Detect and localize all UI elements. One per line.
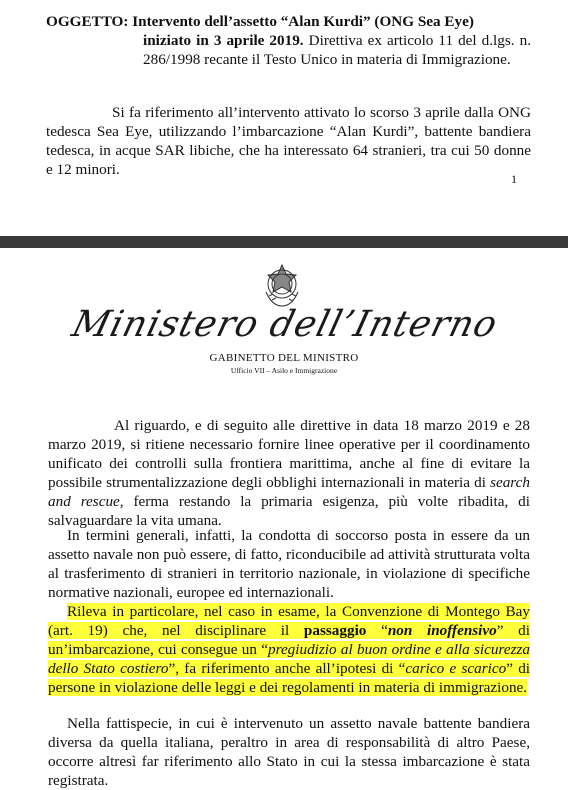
- intro-paragraph: Si fa riferimento all’intervento attivato lo scorso 3 aprile dalla ONG tedesca Sea Eye, utilizzando l’imbarcazione “Alan Kurdi”, battente bandiera tedesca, in acque SAR libiche, che ha interessato 64 stranieri, tra cui 50 donne e 12 minori.: [46, 104, 531, 178]
- paragraph-3-bold-italic: non inoffensivo: [387, 622, 497, 639]
- paragraph-3-end: ” di persone in violazione delle leggi e dei regolamenti in materia di immigrazione.: [48, 660, 531, 696]
- page-number: 1: [511, 172, 517, 186]
- paragraph-3-text-2: ” di un’imbarcazione, cui consegue un “: [48, 622, 530, 658]
- document-page-1: [0, 0, 568, 236]
- subject-directive: Direttiva ex articolo 11 del d.lgs. n. 286/1998 recante il Testo Unico in materia di Immigrazione.: [143, 32, 531, 68]
- paragraph-3-text-3: ”, fa riferimento anche all’ipotesi di “: [168, 660, 406, 677]
- paragraph-3-italic-1: pregiudizio al buon ordine e alla sicurezza dello Stato costiero: [48, 641, 530, 677]
- office-label: Ufficio VII – Asilo e Immigrazione: [230, 366, 338, 375]
- paragraph-3-bold: passaggio: [303, 622, 367, 639]
- paragraph-2: In termini generali, infatti, la condotta di soccorso posta in essere da un assetto navale non può essere, di fatto, riconducibile ad attività strutturata volta al trasferimento di stranieri in territorio nazionale, in violazione di specifiche normative nazionali, europee ed internazionali.: [48, 527, 530, 601]
- paragraph-3-text: Rileva in particolare, nel caso in esame, la Convenzione di Montego Bay (art. 19) che, nel disciplinare il: [48, 603, 530, 639]
- italian-emblem-icon: [262, 262, 302, 310]
- subject-continuation: [46, 31, 531, 69]
- paragraph-4: Nella fattispecie, in cui è intervenuto un assetto navale battente bandiera diversa da quella italiana, peraltro in area di responsabilità di altro Paese, occorre altresì far riferimento allo Stato in cui la stessa imbarcazione è stata registrata.: [48, 715, 530, 789]
- document-page-2: [0, 248, 568, 789]
- paragraph-1-text: Al riguardo, e di seguito alle direttive in data 18 marzo 2019 e 28 marzo 2019, si ritiene necessario fornire linee operative per il coordinamento unificato dei controlli sulla frontiera marittima, anche al fine di evitare la possibile strumentalizzazione degli obblighi internazionali in materia di: [48, 417, 530, 491]
- subject-title: Intervento dell’assetto “Alan Kurdi” (ONG Sea Eye): [128, 13, 474, 30]
- subject-date: iniziato in 3 aprile 2019.: [143, 32, 304, 49]
- paragraph-1-end: , ferma restando la primaria esigenza, più volte ribadita, di salvaguardare la vita umana.: [48, 493, 530, 529]
- subject-paragraph: [46, 12, 531, 69]
- paragraph-1-italic: search and rescue: [48, 474, 530, 510]
- paragraph-1: [48, 416, 530, 530]
- paragraph-3-italic-2: carico e scarico: [405, 660, 507, 677]
- paragraph-3-quote-open: “: [366, 622, 388, 639]
- cabinet-label: GABINETTO DEL MINISTRO: [209, 352, 359, 364]
- subject-label: OGGETTO:: [46, 13, 129, 30]
- ministry-title: Ministero dell’Interno: [68, 304, 502, 345]
- paragraph-3-highlighted: [48, 602, 530, 697]
- page-separator: [0, 236, 568, 248]
